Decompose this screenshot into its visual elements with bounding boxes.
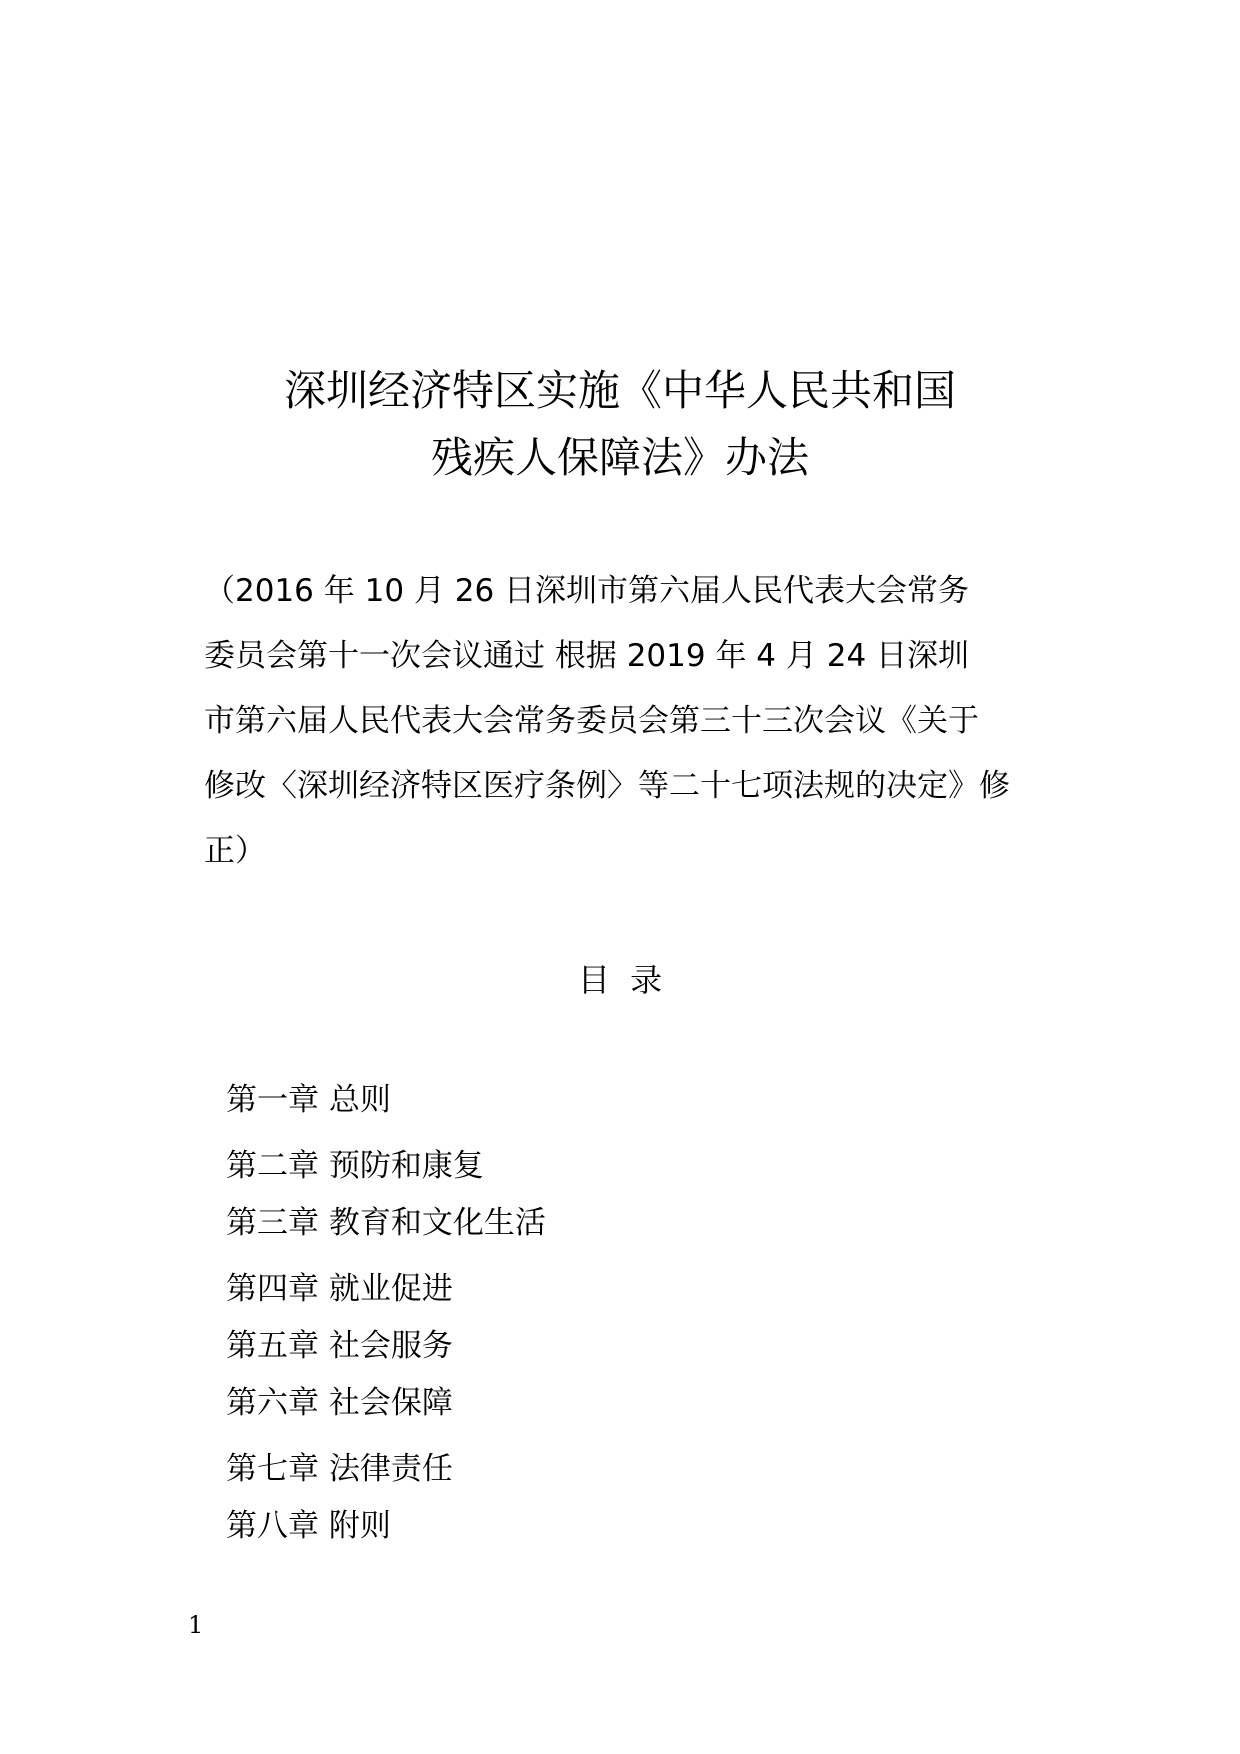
adoption-note-line: 正）: [204, 833, 266, 869]
toc-item: 第八章 附则: [226, 1508, 391, 1544]
toc-heading: 目 录: [577, 961, 663, 999]
page-number: 1: [188, 1611, 204, 1639]
adoption-note-line: 委员会第十一次会议通过 根据 2019 年 4 月 24 日深圳: [204, 638, 970, 674]
toc-item: 第一章 总则: [226, 1082, 391, 1118]
toc-item: 第四章 就业促进: [226, 1271, 453, 1307]
adoption-note-line: （2016 年 10 月 26 日深圳市第六届人民代表大会常务: [204, 573, 970, 609]
toc-item: 第六章 社会保障: [226, 1385, 453, 1421]
document-title-line-2: 残疾人保障法》办法: [430, 433, 809, 482]
toc-item: 第二章 预防和康复: [226, 1148, 484, 1184]
toc-item: 第七章 法律责任: [226, 1451, 453, 1487]
toc-item: 第五章 社会服务: [226, 1328, 453, 1364]
document-title-line-1: 深圳经济特区实施《中华人民共和国: [283, 366, 956, 415]
toc-item: 第三章 教育和文化生活: [226, 1205, 546, 1241]
adoption-note-line: 修改〈深圳经济特区医疗条例〉等二十七项法规的决定》修: [204, 768, 1010, 804]
adoption-note-line: 市第六届人民代表大会常务委员会第三十三次会议《关于: [204, 703, 979, 739]
